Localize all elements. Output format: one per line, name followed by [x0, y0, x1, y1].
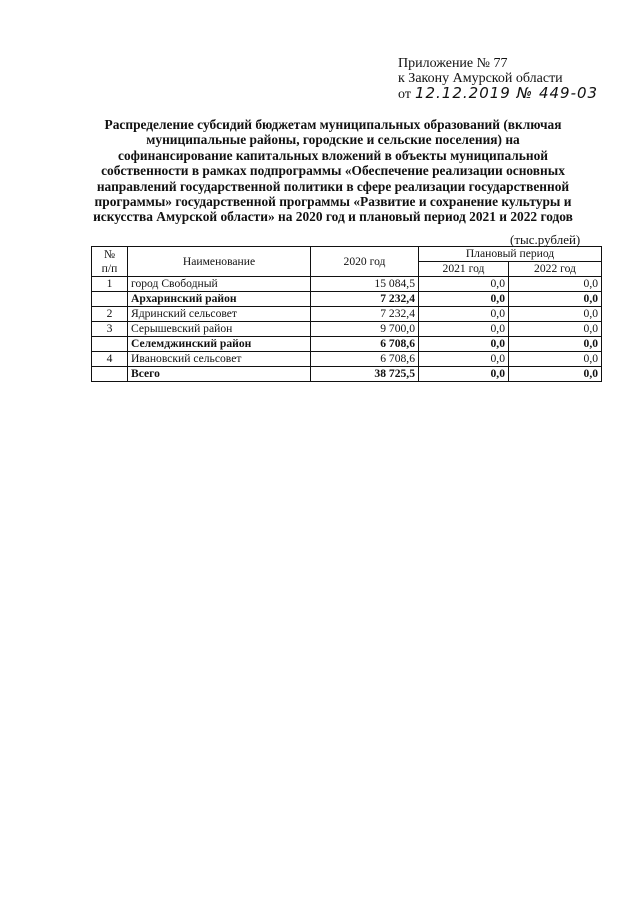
cell-2021: 0,0	[419, 337, 509, 352]
cell-num: 3	[92, 322, 128, 337]
table-row	[92, 277, 602, 292]
header-num-cell: № п/п	[92, 247, 128, 277]
cell-num	[92, 367, 128, 382]
cell-name: Серышевский район	[128, 322, 311, 337]
units-label: (тыс.рублей)	[510, 232, 581, 247]
table-row	[92, 337, 602, 352]
cell-2020: 6 708,6	[311, 337, 419, 352]
table-row	[92, 322, 602, 337]
appendix-block	[398, 56, 598, 102]
cell-name: Ивановский сельсовет	[128, 352, 311, 367]
cell-2021: 0,0	[419, 277, 509, 292]
header-name: Наименование	[128, 247, 311, 277]
cell-num: 1	[92, 277, 128, 292]
cell-2022: 0,0	[509, 352, 602, 367]
cell-name: Селемджинский район	[128, 337, 311, 352]
cell-2021: 0,0	[419, 352, 509, 367]
cell-2022: 0,0	[509, 337, 602, 352]
cell-num: 2	[92, 307, 128, 322]
cell-name: Архаринский район	[128, 292, 311, 307]
cell-2020: 7 232,4	[311, 292, 419, 307]
cell-2020: 9 700,0	[311, 322, 419, 337]
cell-2020: 6 708,6	[311, 352, 419, 367]
cell-2021: 0,0	[419, 367, 509, 382]
header-plan-period: Плановый период	[419, 247, 602, 262]
cell-name: Ядринский сельсовет	[128, 307, 311, 322]
table-row	[92, 352, 602, 367]
cell-2022: 0,0	[509, 307, 602, 322]
cell-num: 4	[92, 352, 128, 367]
cell-2022: 0,0	[509, 322, 602, 337]
cell-2022: 0,0	[509, 292, 602, 307]
cell-name: город Свободный	[128, 277, 311, 292]
appendix-date-line	[398, 86, 598, 102]
cell-2022: 0,0	[509, 367, 602, 382]
cell-name: Всего	[128, 367, 311, 382]
header-2021: 2021 год	[419, 262, 509, 277]
header-2022: 2022 год	[509, 262, 602, 277]
cell-2020: 7 232,4	[311, 307, 419, 322]
appendix-number: Приложение № 77	[398, 56, 508, 71]
table-row	[92, 307, 602, 322]
cell-2021: 0,0	[419, 292, 509, 307]
cell-2020: 15 084,5	[311, 277, 419, 292]
header-2020: 2020 год	[311, 247, 419, 277]
table-header-row-1	[92, 247, 602, 262]
cell-num	[92, 337, 128, 352]
date-prefix: от	[398, 87, 411, 102]
subsidy-table	[91, 246, 602, 382]
table-row	[92, 367, 602, 382]
appendix-law: к Закону Амурской области	[398, 71, 563, 86]
handwritten-date: 12.12.2019 № 449-03	[414, 84, 599, 102]
cell-num	[92, 292, 128, 307]
cell-2021: 0,0	[419, 322, 509, 337]
table-row	[92, 292, 602, 307]
cell-2022: 0,0	[509, 277, 602, 292]
cell-2020: 38 725,5	[311, 367, 419, 382]
cell-2021: 0,0	[419, 307, 509, 322]
document-title: Распределение субсидий бюджетам муниципальных образований (включая муниципальные районы, городские и сельские поселения) на софинансирование капитальных вложений в объекты муниципальной собственности в рамках подпрограммы «Обеспечение реализации основных направлений государственной политики в сфере реализации государственной программы» государственной программы «Развитие и сохранение культуры и искусства Амурской области» на 2020 год и плановый период 2021 и 2022 годов	[93, 117, 573, 225]
